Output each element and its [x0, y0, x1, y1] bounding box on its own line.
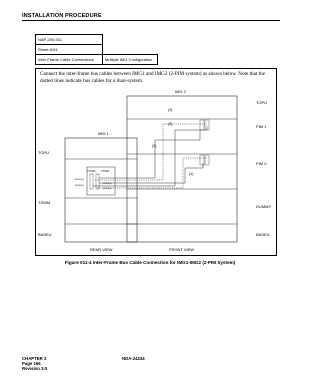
- mux-label: MUX0(1): [103, 183, 112, 185]
- section-header: INSTALLATION PROCEDURE: [22, 13, 102, 19]
- pim0-label: PIM 0: [256, 161, 267, 166]
- table-row: [36, 45, 158, 55]
- table-cell-config: Multiple IMG Configuration: [103, 55, 158, 65]
- table-cell-title: Inter-Frame Cable Connections: [36, 55, 103, 65]
- ctsw0-label: CTSW0: [87, 170, 96, 173]
- dummy-label: DUMMY: [256, 204, 272, 209]
- pim0-slot: [205, 155, 209, 165]
- mux-label: MUX0(0): [103, 188, 112, 190]
- front-view-label: FRONT VIEW: [169, 247, 195, 252]
- header-rule: [22, 20, 280, 21]
- pim1-label: PIM 1: [256, 124, 267, 129]
- img1-frame: [65, 138, 137, 242]
- info-table: [35, 34, 158, 65]
- cable-number-1: (1): [189, 172, 194, 176]
- cable-number-2: (2): [152, 144, 157, 148]
- pim1-slot: [200, 120, 204, 130]
- cable-number-3: (3): [168, 122, 173, 126]
- mux-label: MUX1(1): [75, 179, 84, 181]
- footer-revision: Revision 3.0: [22, 366, 48, 372]
- img2-frame: [127, 96, 237, 242]
- footer-page: Page 166: [22, 361, 41, 367]
- ctsw1-label: CTSW1: [101, 170, 110, 173]
- footer-doc-number: NDA-24234: [122, 356, 145, 361]
- footer-left: [22, 356, 47, 372]
- baseu-label-right: BASEU: [256, 232, 270, 237]
- table-row: [36, 35, 158, 45]
- table-cell-sheet: Sheet 6/24: [36, 45, 103, 55]
- ctsw0-card: [90, 174, 93, 189]
- table-row: [36, 55, 158, 65]
- ctsw1-card: [96, 174, 99, 189]
- rear-view-label: REAR VIEW: [90, 247, 113, 252]
- figure-instruction: Connect the inter-frame bus cables between IMG1 and IMG2 (2-PIM system) as shown below. Note that the dotted lines indicate bus cables for a dual-system.: [40, 71, 266, 84]
- cable-3: [93, 126, 207, 186]
- tswm-label: TSWM: [38, 200, 51, 205]
- footer-chapter: CHAPTER 3: [22, 356, 47, 361]
- table-cell-nap: NAP-200-011: [36, 35, 103, 45]
- img2-label: IMG 2: [175, 89, 186, 94]
- figure-caption: Figure 011-4 Inter-Frame Bus Cable Connection for IMG1-IMG2 (2-PIM System): [64, 260, 236, 265]
- topu-label-left: TOPU: [38, 150, 50, 155]
- img1-label: IMG 1: [98, 131, 109, 136]
- topu-label-right: TOPU: [256, 100, 268, 105]
- mux-label: MUX1(0): [75, 185, 84, 187]
- cable-number-4: (4): [168, 108, 173, 112]
- baseu-label-left: BASEU: [38, 232, 52, 237]
- pim0-slot: [200, 155, 204, 165]
- cable-diagram: [35, 68, 277, 256]
